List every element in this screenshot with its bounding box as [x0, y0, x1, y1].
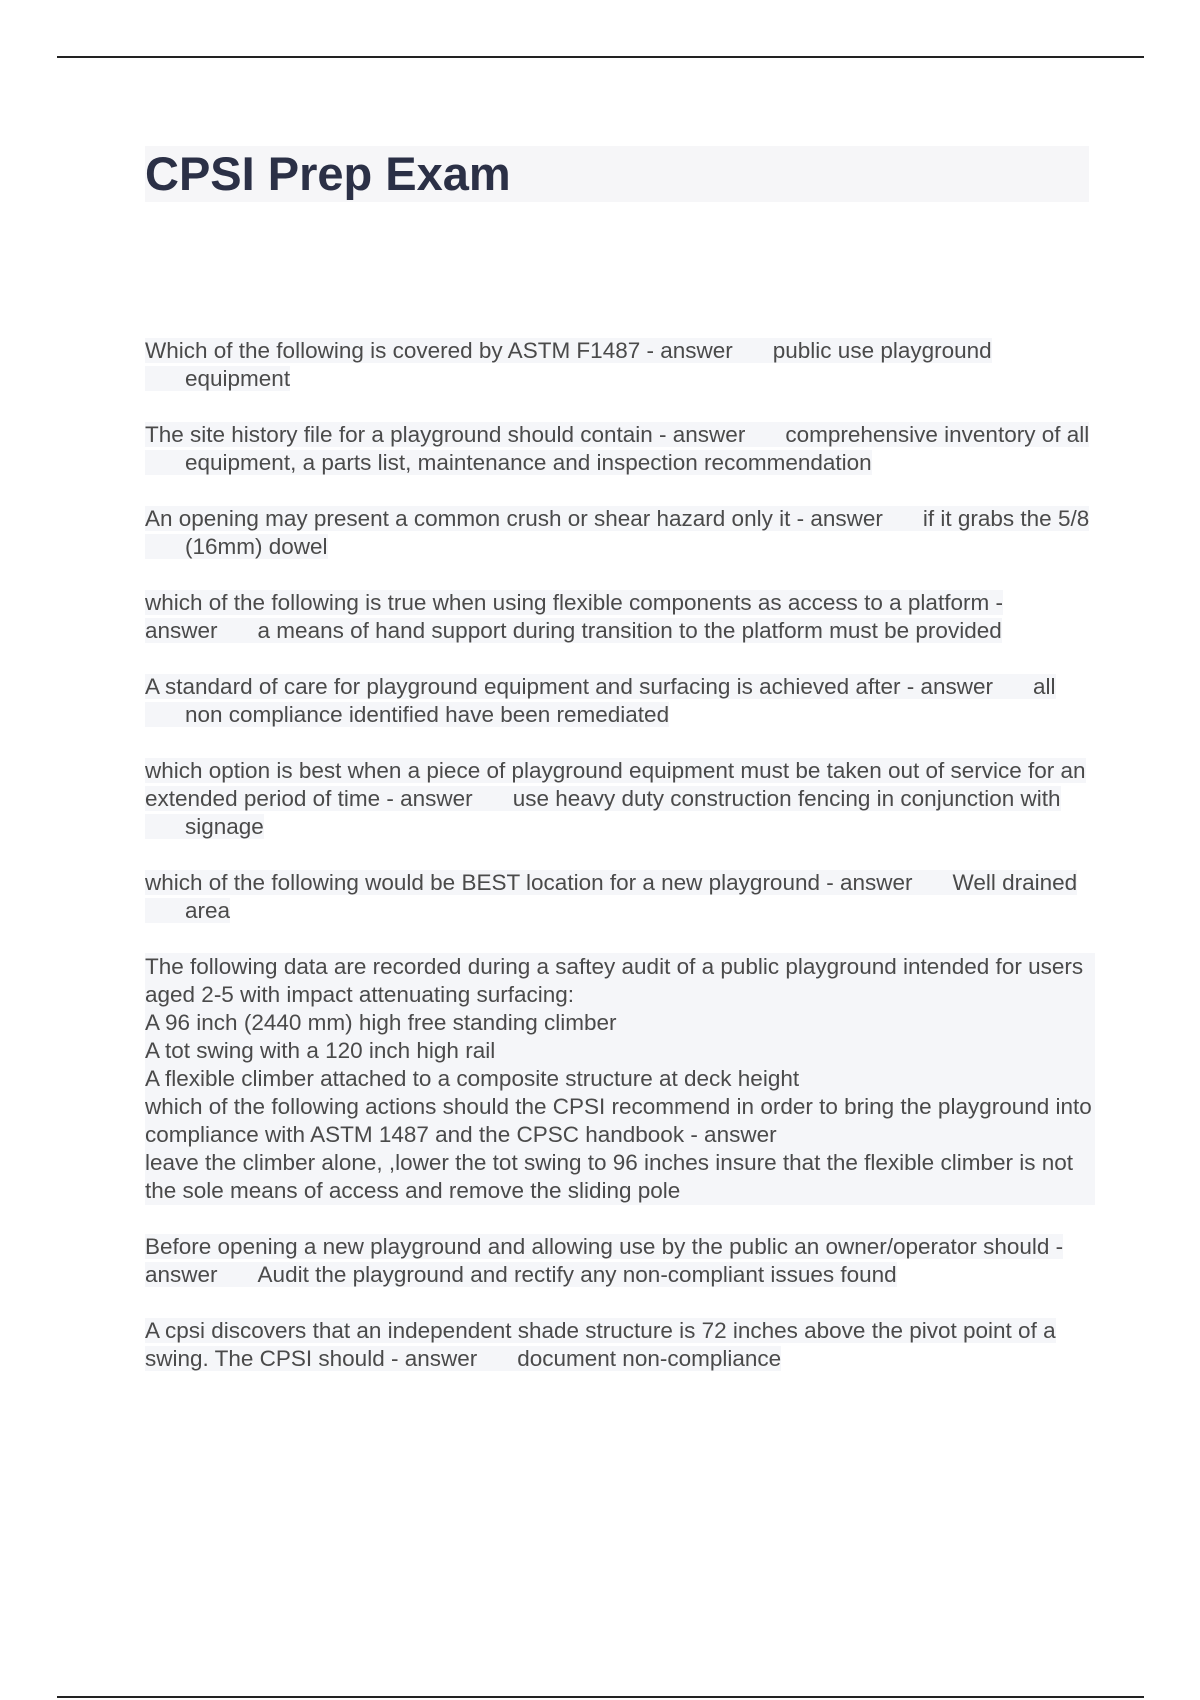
qa-answer-10: document non-compliance [477, 1346, 781, 1371]
qa-item-2 [145, 421, 1095, 477]
footer-rule [57, 1696, 1144, 1698]
qa-item-7 [145, 869, 1095, 925]
qa-item-3 [145, 505, 1095, 561]
qa-answer-4: a means of hand support during transition to the platform must be provided [218, 618, 1002, 643]
qa-answer-9: Audit the playground and rectify any non-compliant issues found [218, 1262, 897, 1287]
qa-item-4 [145, 589, 1095, 645]
qa-item-10 [145, 1317, 1095, 1373]
qa-question-2: The site history file for a playground should contain - answer [145, 422, 746, 447]
qa-item-6 [145, 757, 1095, 841]
qa-answer-3: if it grabs the 5/8 (16mm) dowel [145, 506, 1089, 559]
qa-question-8-line-4: A flexible climber attached to a composite structure at deck height [145, 1065, 1095, 1093]
qa-question-5: A standard of care for playground equipment and surfacing is achieved after - answer [145, 674, 993, 699]
qa-question-1: Which of the following is covered by ASTM F1487 - answer [145, 338, 733, 363]
qa-question-7: which of the following would be BEST location for a new playground - answer [145, 870, 913, 895]
qa-answer-5: all non compliance identified have been remediated [145, 674, 1056, 727]
qa-question-8-line-5: which of the following actions should the CPSI recommend in order to bring the playground into compliance with ASTM 1487 and the CPSC handbook - answer [145, 1093, 1095, 1149]
qa-question-9: Before opening a new playground and allowing use by the public an owner/operator should - answer [145, 1234, 1064, 1287]
qa-answer-2: comprehensive inventory of all equipment, a parts list, maintenance and inspection recommendation [145, 422, 1089, 475]
page-title: CPSI Prep Exam [145, 147, 511, 200]
qa-list [145, 337, 1095, 1401]
qa-question-4: which of the following is true when using flexible components as access to a platform - answer [145, 590, 1003, 643]
qa-question-8-line-2: A 96 inch (2440 mm) high free standing climber [145, 1009, 1095, 1037]
qa-answer-7: Well drained area [145, 870, 1077, 923]
qa-answer-1: public use playground equipment [145, 338, 992, 391]
qa-question-8-line-3: A tot swing with a 120 inch high rail [145, 1037, 1095, 1065]
qa-item-5 [145, 673, 1095, 729]
qa-question-10: A cpsi discovers that an independent shade structure is 72 inches above the pivot point of a swing. The CPSI should - answer [145, 1318, 1056, 1371]
qa-question-3: An opening may present a common crush or shear hazard only it - answer [145, 506, 883, 531]
qa-item-1 [145, 337, 1095, 393]
qa-answer-6: use heavy duty construction fencing in conjunction with signage [145, 786, 1061, 839]
header-rule [57, 56, 1144, 58]
qa-item-8 [145, 953, 1095, 1205]
qa-item-9 [145, 1233, 1095, 1289]
qa-question-8-line-1: The following data are recorded during a saftey audit of a public playground intended for users aged 2-5 with impact attenuating surfacing: [145, 953, 1095, 1009]
qa-answer-8: leave the climber alone, ,lower the tot swing to 96 inches insure that the flexible climber is not the sole means of access and remove the sliding pole [145, 1149, 1095, 1205]
qa-question-6: which option is best when a piece of playground equipment must be taken out of service for an extended period of time - answer [145, 758, 1086, 811]
